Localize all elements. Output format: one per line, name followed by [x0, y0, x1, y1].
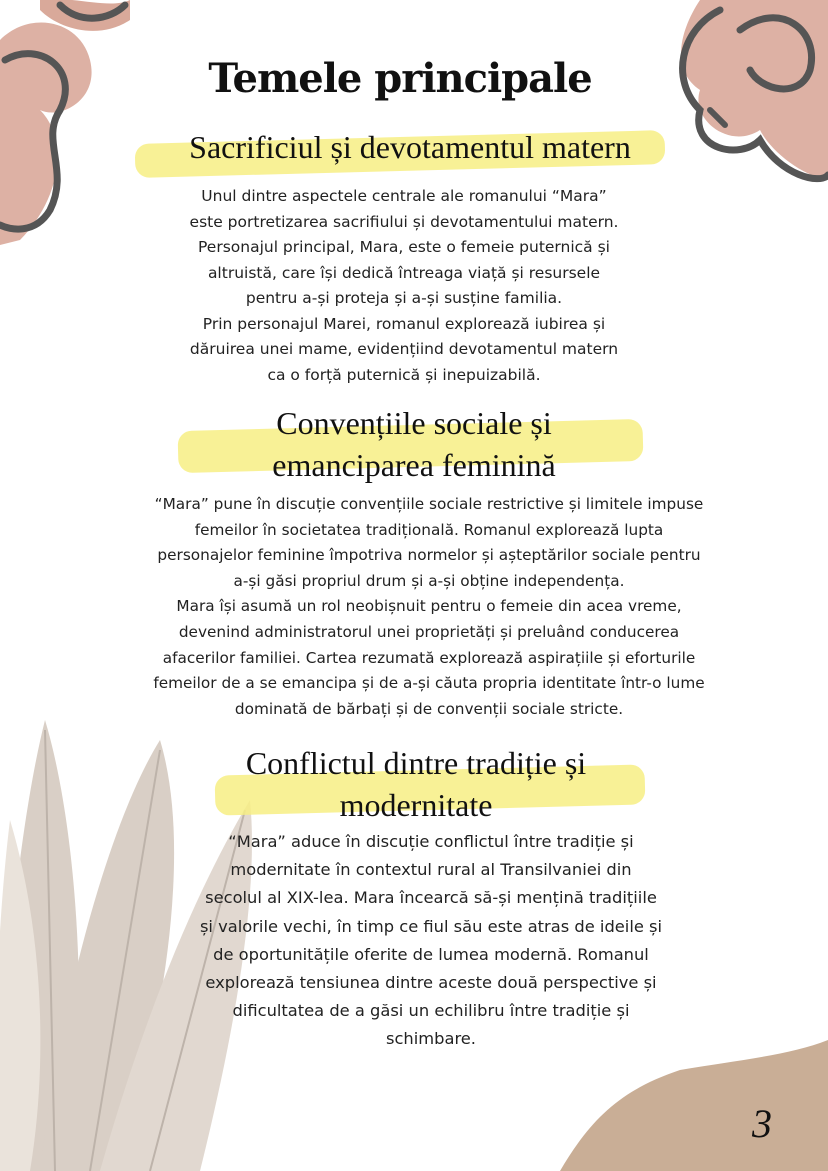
- heading-line: emanciparea feminină: [272, 447, 556, 483]
- paragraph-line: Unul dintre aspectele centrale ale romanului “Mara”: [201, 187, 607, 205]
- paragraph-line: ca o forță puternică și inepuizabilă.: [267, 365, 541, 384]
- paragraph-line: Personajul principal, Mara, este o femeie puternică și: [197, 238, 610, 256]
- paragraph-line: pentru a-și proteja și a-și susține familia.: [245, 289, 563, 307]
- paragraph-line: dificultatea de a găsi un echilibru între tradiție și: [232, 1001, 630, 1021]
- brown-shape-bottom-right-decoration: [560, 1040, 828, 1171]
- heading-line: Conflictul dintre tradiție și: [245, 745, 587, 781]
- paragraph-line: femeilor în societatea tradițională. Romanul explorează lupta: [194, 520, 664, 539]
- paragraph-line: altruistă, care își dedică întreaga viață și resursele: [207, 263, 601, 282]
- paragraph-line: a-și găsi propriul drum și a-și obține independența.: [233, 571, 625, 590]
- paragraph-line: Prin personajul Marei, romanul explorează iubirea și: [202, 314, 606, 333]
- paragraph-line: afacerilor familiei. Cartea rezumată explorează aspirațiile și eforturile: [162, 648, 696, 667]
- paragraph-line: modernitate în contextul rural al Transilvaniei din: [230, 860, 632, 880]
- page-title: Temele principale: [208, 55, 592, 102]
- section-paragraph-tradition-modernity: [0, 828, 828, 1054]
- paragraph-line: dăruirea unei mame, evidențiind devotamentul matern: [189, 340, 619, 358]
- paragraph-line: și valorile vechi, în timp ce fiul său este atras de ideile și: [199, 916, 663, 936]
- heading-line: Convențiile sociale și: [276, 405, 552, 441]
- paragraph-line: devenind administratorul unei proprietăți și preluând conducerea: [178, 622, 680, 641]
- heading-line: modernitate: [339, 787, 493, 823]
- section-heading-tradition-modernity: [100, 742, 732, 826]
- section-paragraph-social-conventions: [0, 492, 828, 722]
- paragraph-line: secolul al XIX-lea. Mara încearcă să-și mențină tradițiile: [205, 888, 657, 908]
- section-heading-social-conventions: [100, 402, 728, 486]
- paragraph-line: personajelor feminine împotriva normelor și așteptărilor sociale pentru: [157, 546, 701, 565]
- paragraph-line: de oportunitățile oferite de lumea modernă. Romanul: [213, 944, 649, 964]
- paragraph-line: “Mara” pune în discuție convențiile sociale restrictive și limitele impuse: [154, 495, 704, 513]
- paragraph-line: explorează tensiunea dintre aceste două perspective și: [205, 973, 657, 993]
- paragraph-line: schimbare.: [386, 1029, 476, 1049]
- paragraph-line: este portretizarea sacrifiului și devotamentului matern.: [189, 212, 619, 231]
- paragraph-line: femeilor de a se emancipa și de a-și căuta propria identitate într-o lume: [153, 674, 705, 693]
- section-paragraph-sacrifice: [0, 184, 818, 388]
- paragraph-line: dominată de bărbați și de convenții sociale stricte.: [234, 699, 624, 718]
- page-number: 3: [752, 1101, 772, 1146]
- paragraph-line: “Mara” aduce în discuție conflictul între tradiție și: [228, 832, 634, 851]
- heading-line: Sacrificiul și devotamentul matern: [189, 129, 631, 165]
- paragraph-line: Mara își asumă un rol neobișnuit pentru o femeie din acea vreme,: [176, 597, 682, 616]
- section-heading-sacrifice: [100, 126, 720, 168]
